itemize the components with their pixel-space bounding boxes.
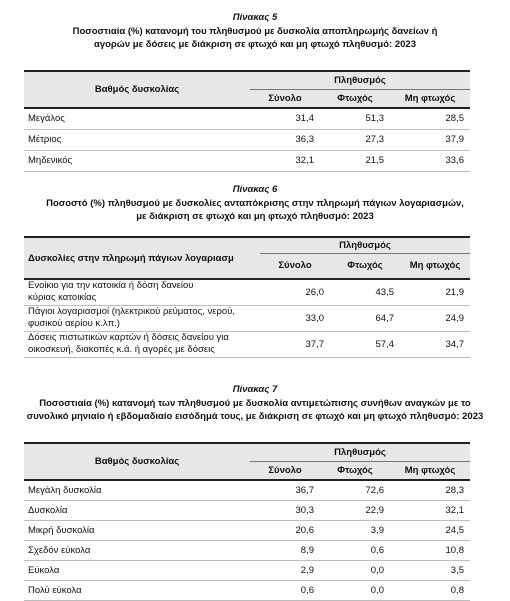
table-row xyxy=(24,560,470,580)
table-5-col-label: Βαθμός δυσκολίας xyxy=(94,84,180,95)
cell-nonpoor: 28,5 xyxy=(445,113,464,125)
row-label: Σχεδόν εύκολα xyxy=(28,544,91,556)
row-label: Μέτριος xyxy=(28,134,62,145)
cell-total: 33,0 xyxy=(305,312,324,324)
table-6-number: Πίνακας 6 xyxy=(232,184,278,195)
cell-total: 31,4 xyxy=(295,113,314,125)
cell-nonpoor: 10,8 xyxy=(445,544,464,556)
cell-poor: 0,6 xyxy=(370,544,384,556)
cell-total: 37,7 xyxy=(305,338,324,350)
row-label: Εύκολα xyxy=(28,564,60,576)
cell-total: 2,9 xyxy=(300,564,314,576)
cell-poor: 0,0 xyxy=(370,564,384,576)
cell-total: 8,9 xyxy=(300,544,314,556)
cell-nonpoor: 32,1 xyxy=(445,504,464,516)
row-label: Μεγάλη δυσκολία xyxy=(28,484,102,496)
table-row xyxy=(24,150,470,171)
table-row xyxy=(24,279,470,305)
table-5-number: Πίνακας 5 xyxy=(232,12,278,23)
table-6-col-label: Δυσκολίες στην πληρωμή πάγιων λογαριασμ xyxy=(28,252,234,264)
cell-nonpoor: 37,9 xyxy=(445,134,464,145)
table-6-caption: Ποσοστό (%) πληθυσμού με δυσκολίες ανταπόκρισης στην πληρωμή πάγιων λογαριασμών, με διάκριση σε φτωχό και μη φτωχό πληθυσμό: 2023 xyxy=(46,198,464,222)
table-7-col-total: Σύνολο xyxy=(268,464,302,476)
cell-nonpoor: 33,6 xyxy=(445,155,464,166)
cell-poor: 43,5 xyxy=(375,286,394,298)
table-5-group-header: Πληθυσμός xyxy=(250,71,470,89)
cell-poor: 51,3 xyxy=(365,113,384,125)
cell-nonpoor: 3,5 xyxy=(450,564,464,576)
table-row xyxy=(24,108,470,129)
table-7 xyxy=(24,442,470,601)
row-label: Πολύ εύκολα xyxy=(28,584,82,596)
cell-total: 32,1 xyxy=(295,155,314,166)
table-5-col-total: Σύνολο xyxy=(268,92,302,104)
cell-poor: 22,9 xyxy=(365,504,384,516)
table-5-col-nonpoor: Μη φτωχός xyxy=(404,92,456,104)
cell-nonpoor: 28,3 xyxy=(445,484,464,496)
table-6-section xyxy=(0,184,510,355)
table-row xyxy=(24,520,470,540)
row-label: Μικρή δυσκολία xyxy=(28,524,95,536)
table-7-col-poor: Φτωχός xyxy=(337,464,373,476)
cell-nonpoor: 21,9 xyxy=(445,286,464,298)
table-6 xyxy=(24,236,470,358)
row-label: Μηδενικός xyxy=(28,155,73,166)
cell-total: 20,6 xyxy=(295,524,314,536)
table-5-col-poor: Φτωχός xyxy=(337,92,373,104)
table-6-group-header: Πληθυσμός xyxy=(260,237,470,253)
table-7-caption: Ποσοστιαία (%) κατανομή των πληθυσμού με δυσκολία αντιμετώπισης συνήθων αναγκών με το συνολικό μηνιαίο ή εβδομαδιαίο εισόδημά τους, με διάκριση σε φτωχό και μη φτωχό πληθυσμό: 2023 xyxy=(26,398,484,422)
table-7-section xyxy=(0,384,510,596)
row-label: Δόσεις πιστωτικών καρτών ή δόσεις δανείου για οικοσκευή, διακοπές κ.ά. ή αγορές με δόσεις xyxy=(28,332,229,355)
table-row xyxy=(24,580,470,600)
cell-poor: 64,7 xyxy=(375,312,394,324)
row-label: Πάγιοι λογαριασμοί (ηλεκτρικού ρεύματος, νερού, φυσικού αερίου κ.λπ.) xyxy=(28,306,236,329)
table-row xyxy=(24,480,470,500)
table-5 xyxy=(24,70,470,172)
cell-nonpoor: 24,9 xyxy=(445,312,464,324)
cell-total: 36,7 xyxy=(295,484,314,496)
cell-total: 0,6 xyxy=(300,584,314,596)
cell-poor: 72,6 xyxy=(365,484,384,496)
cell-total: 26,0 xyxy=(305,286,324,298)
table-row xyxy=(24,540,470,560)
table-7-number: Πίνακας 7 xyxy=(232,384,278,395)
row-label: Μεγάλος xyxy=(28,113,65,125)
cell-poor: 57,4 xyxy=(375,338,394,350)
table-6-col-poor: Φτωχός xyxy=(347,260,383,272)
cell-poor: 27,3 xyxy=(365,134,384,145)
table-row xyxy=(24,500,470,520)
cell-total: 30,3 xyxy=(295,504,314,516)
cell-total: 36,3 xyxy=(295,134,314,145)
cell-nonpoor: 0,8 xyxy=(450,584,464,596)
cell-poor: 21,5 xyxy=(365,155,384,166)
table-row xyxy=(24,331,470,357)
row-label: Δυσκολία xyxy=(28,504,68,516)
cell-nonpoor: 24,5 xyxy=(445,524,464,536)
table-6-col-nonpoor: Μη φτωχός xyxy=(409,259,461,271)
table-5-caption: Ποσοστιαία (%) κατανομή του πληθυσμού με δυσκολία αποπληρωμής δανείων ή αγορών με δόσεις με διάκριση σε φτωχό και μη φτωχό πληθυσμό: 2023 xyxy=(72,26,438,50)
cell-poor: 3,9 xyxy=(370,524,384,536)
table-5-section xyxy=(0,12,510,166)
table-7-group-header: Πληθυσμός xyxy=(250,443,470,461)
cell-poor: 0,0 xyxy=(370,584,384,596)
table-row xyxy=(24,129,470,150)
table-row xyxy=(24,305,470,331)
table-7-col-nonpoor: Μη φτωχός xyxy=(404,464,456,476)
cell-nonpoor: 34,7 xyxy=(445,338,464,350)
table-7-col-label: Βαθμός δυσκολίας xyxy=(94,456,180,467)
row-label: Ενοίκιο για την κατοικία ή δόση δανείου κύριας κατοικίας xyxy=(28,280,194,304)
table-6-col-total: Σύνολο xyxy=(278,260,312,272)
